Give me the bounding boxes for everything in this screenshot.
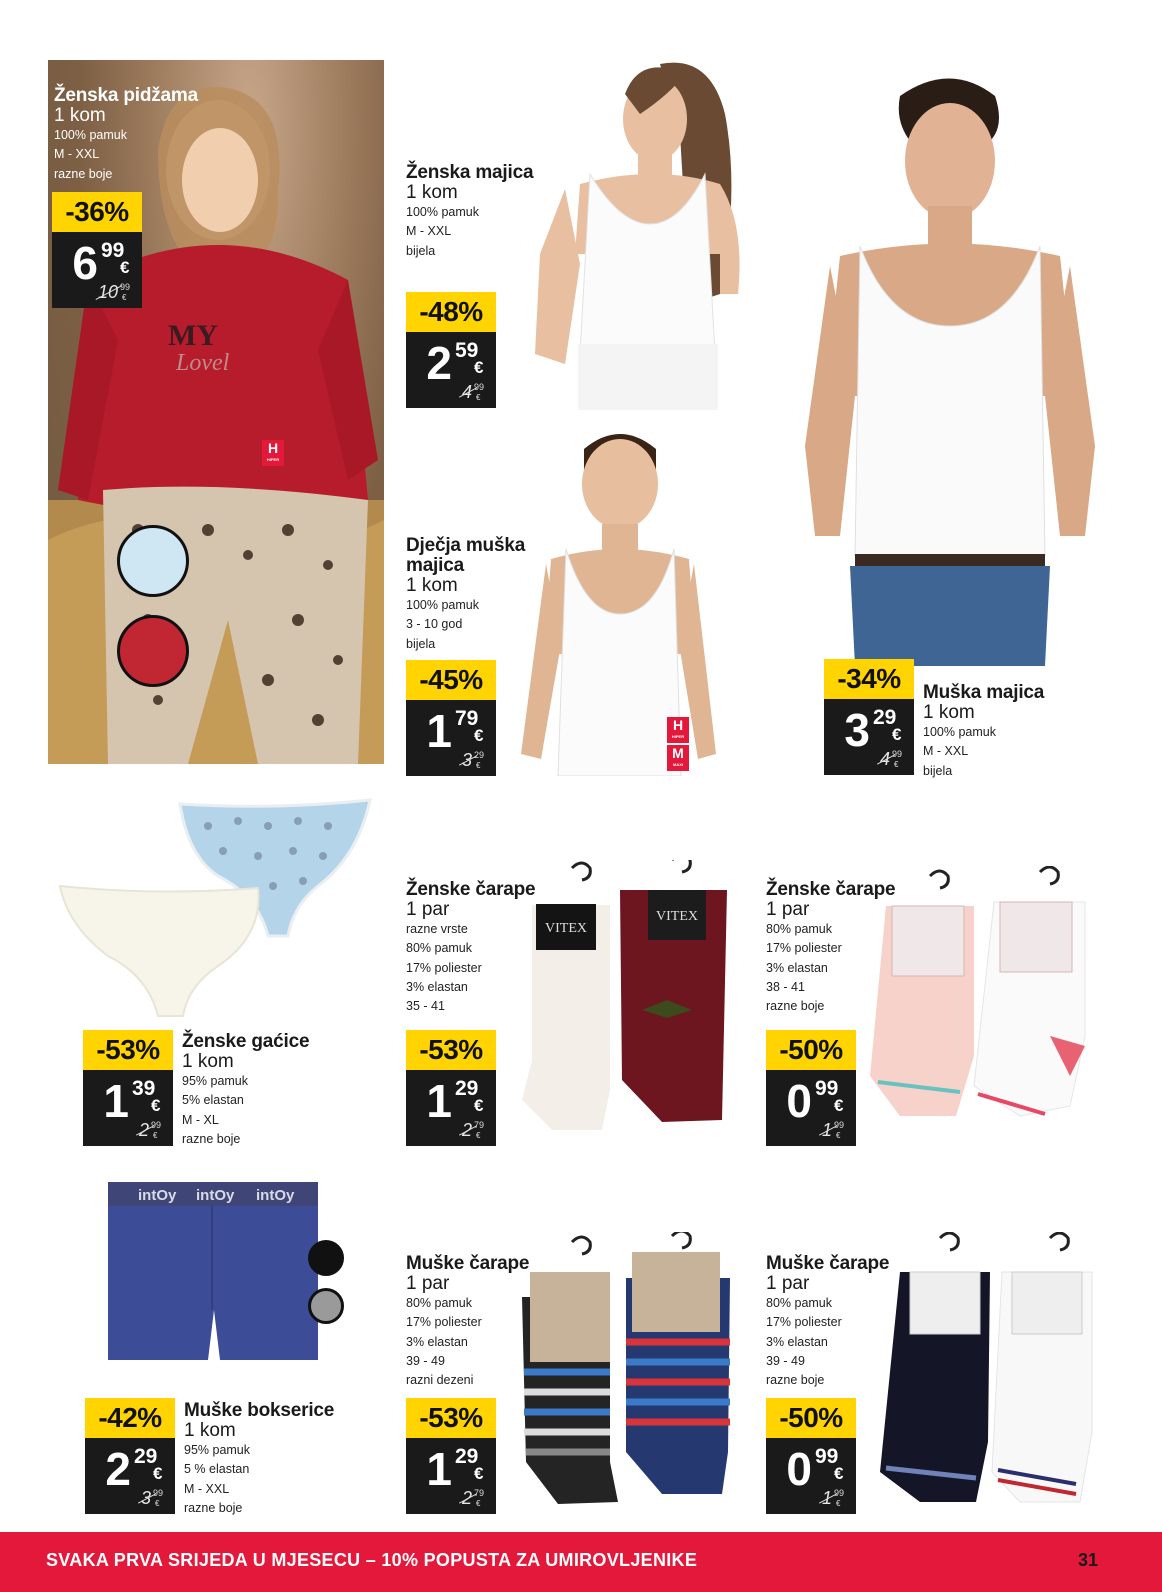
svg-text:intOy: intOy bbox=[196, 1187, 235, 1204]
mens-tank-top-photo bbox=[800, 66, 1100, 666]
product-quantity: 1 par bbox=[406, 899, 450, 920]
price-tag: 1 79 € 3 29 € bbox=[406, 700, 496, 776]
product-title: Ženske čarape bbox=[766, 879, 896, 900]
product-title: Ženske gaćice bbox=[182, 1031, 310, 1052]
product-info-muska-majica bbox=[923, 683, 1044, 781]
price-box-muska-majica bbox=[824, 659, 914, 775]
price-box-muske-carape-1 bbox=[406, 1398, 496, 1514]
discount-badge: -50% bbox=[766, 1398, 856, 1438]
color-swatch-black bbox=[308, 1240, 344, 1276]
product-title: Muške bokserice bbox=[184, 1400, 335, 1421]
price-tag: 2 59 € 4 99 € bbox=[406, 332, 496, 408]
product-description: 80% pamuk 17% poliester 3% elastan 39 - 49 razne boje bbox=[766, 1296, 842, 1388]
mens-socks-striped-photo bbox=[522, 1232, 738, 1514]
product-description: 95% pamuk 5 % elastan M - XXL razne boje bbox=[184, 1443, 251, 1515]
price-box-zenske-gacice bbox=[83, 1030, 173, 1146]
product-info-zenske-carape-2 bbox=[766, 880, 895, 1016]
discount-badge: -53% bbox=[406, 1030, 496, 1070]
price-tag: 2 29 € 3 99 € bbox=[85, 1438, 175, 1514]
price-tag: 6 99 € 10 99 € bbox=[52, 232, 142, 308]
product-title: Ženska pidžama bbox=[54, 85, 198, 106]
product-quantity: 1 kom bbox=[54, 105, 106, 126]
discount-badge: -45% bbox=[406, 660, 496, 700]
discount-badge: -42% bbox=[85, 1398, 175, 1438]
product-title: Muške čarape bbox=[766, 1253, 890, 1274]
discount-badge: -53% bbox=[83, 1030, 173, 1070]
panties-illustration bbox=[58, 796, 378, 1026]
product-description: 95% pamuk 5% elastan M - XL razne boje bbox=[182, 1074, 249, 1146]
ankle-socks-mens-illustration bbox=[880, 1232, 1102, 1518]
striped-socks-illustration bbox=[522, 1232, 738, 1514]
page-number: 31 bbox=[1077, 1550, 1098, 1570]
product-info-muske-carape-2 bbox=[766, 1254, 889, 1390]
product-quantity: 1 kom bbox=[923, 702, 975, 723]
price-box-muske-carape-2 bbox=[766, 1398, 856, 1514]
discount-badge: -50% bbox=[766, 1030, 856, 1070]
womens-top-illustration bbox=[520, 54, 770, 410]
product-quantity: 1 kom bbox=[182, 1051, 234, 1072]
price-tag: 1 29 € 2 79 € bbox=[406, 1438, 496, 1514]
product-quantity: 1 kom bbox=[184, 1420, 236, 1441]
hiper-store-badge: H HIPER bbox=[262, 440, 284, 466]
product-description: 100% pamuk M - XXL bijela bbox=[406, 205, 479, 258]
boxers-photo bbox=[104, 1180, 322, 1384]
product-description: 100% pamuk M - XXL razne boje bbox=[54, 128, 127, 181]
boys-tank-illustration bbox=[516, 424, 724, 776]
product-title: Ženske čarape bbox=[406, 879, 536, 900]
product-title: Muške čarape bbox=[406, 1253, 530, 1274]
svg-text:Lovel: Lovel bbox=[176, 350, 230, 376]
vitex-socks-illustration bbox=[522, 860, 738, 1140]
price-tag: 0 99 € 1 99 € bbox=[766, 1438, 856, 1514]
womens-socks-vitex-photo bbox=[522, 860, 738, 1140]
product-title: Dječja muška majica bbox=[406, 535, 526, 576]
svg-text:intOy: intOy bbox=[256, 1187, 295, 1204]
mens-socks-black-white-photo bbox=[880, 1232, 1102, 1518]
product-quantity: 1 kom bbox=[406, 182, 458, 203]
product-info-muske-carape-1 bbox=[406, 1254, 529, 1390]
discount-badge: -48% bbox=[406, 292, 496, 332]
price-tag: 0 99 € 1 99 € bbox=[766, 1070, 856, 1146]
svg-text:VITEX: VITEX bbox=[545, 921, 587, 936]
price-box-muske-bokserice bbox=[85, 1398, 175, 1514]
product-info-zenske-carape-1 bbox=[406, 880, 535, 1016]
svg-text:MY: MY bbox=[168, 319, 218, 352]
footer-banner bbox=[0, 1532, 1162, 1592]
product-quantity: 1 par bbox=[766, 1273, 810, 1294]
svg-text:VITEX: VITEX bbox=[656, 909, 698, 924]
product-description: 100% pamuk M - XXL bijela bbox=[923, 725, 996, 778]
color-swatch-grey bbox=[308, 1288, 344, 1324]
price-box-zenske-carape-2 bbox=[766, 1030, 856, 1146]
price-box-djecja-majica bbox=[406, 660, 496, 776]
product-description: 100% pamuk 3 - 10 god bijela bbox=[406, 598, 479, 651]
price-box-zenske-carape-1 bbox=[406, 1030, 496, 1146]
svg-text:intOy: intOy bbox=[138, 1187, 177, 1204]
ankle-socks-illustration bbox=[870, 866, 1102, 1146]
product-title: Muška majica bbox=[923, 682, 1045, 703]
discount-badge: -36% bbox=[52, 192, 142, 232]
product-info-djecja-majica bbox=[406, 536, 546, 654]
product-info-zenske-gacice bbox=[182, 1032, 309, 1149]
color-swatch-light-blue bbox=[117, 525, 189, 597]
price-tag: 1 39 € 2 99 € bbox=[83, 1070, 173, 1146]
discount-badge: -53% bbox=[406, 1398, 496, 1438]
womens-socks-pink-white-photo bbox=[870, 866, 1102, 1146]
color-swatch-red bbox=[117, 615, 189, 687]
boys-tank-top-photo bbox=[516, 424, 724, 776]
product-title: Ženska majica bbox=[406, 162, 534, 183]
product-info-zenska-majica bbox=[406, 163, 533, 261]
maxi-store-badge: M MAXI bbox=[667, 745, 689, 771]
pensioner-discount-notice: SVAKA PRVA SRIJEDA U MJESECU – 10% POPUSTA ZA UMIROVLJENIKE bbox=[46, 1550, 698, 1570]
product-description: 80% pamuk 17% poliester 3% elastan 39 - 49 razni dezeni bbox=[406, 1296, 482, 1388]
product-quantity: 1 kom bbox=[406, 575, 458, 596]
product-description: 80% pamuk 17% poliester 3% elastan 38 - 41 razne boje bbox=[766, 922, 842, 1014]
discount-badge: -34% bbox=[824, 659, 914, 699]
mens-tank-illustration bbox=[800, 66, 1100, 666]
hiper-store-badge: H HIPER bbox=[667, 717, 689, 743]
product-quantity: 1 par bbox=[766, 899, 810, 920]
product-description: razne vrste 80% pamuk 17% poliester 3% elastan 35 - 41 bbox=[406, 922, 482, 1014]
price-tag: 3 29 € 4 99 € bbox=[824, 699, 914, 775]
price-box-zenska-majica bbox=[406, 292, 496, 408]
boxers-illustration bbox=[104, 1180, 322, 1384]
womens-top-photo bbox=[520, 54, 770, 410]
product-info-muske-bokserice bbox=[184, 1401, 334, 1518]
product-quantity: 1 par bbox=[406, 1273, 450, 1294]
price-tag: 1 29 € 2 79 € bbox=[406, 1070, 496, 1146]
price-box-pidzama bbox=[52, 192, 142, 308]
panties-photo bbox=[58, 796, 378, 1026]
product-info-pidzama bbox=[54, 86, 198, 184]
